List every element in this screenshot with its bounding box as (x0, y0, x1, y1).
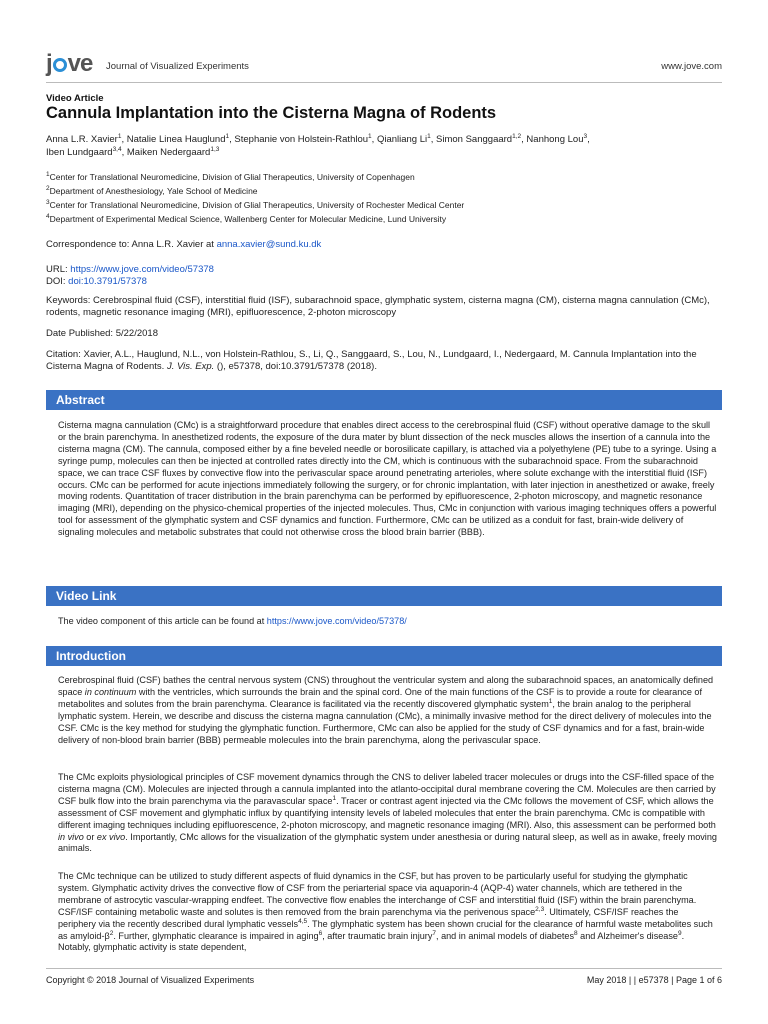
article-type-label: Video Article (46, 93, 104, 104)
site-url[interactable]: www.jove.com (661, 61, 722, 72)
footer-copyright: Copyright © 2018 Journal of Visualized Experiments (46, 975, 255, 985)
section-heading-video-link: Video Link (46, 586, 722, 606)
section-heading-abstract: Abstract (46, 390, 722, 410)
abstract-text: Cisterna magna cannulation (CMc) is a straightforward procedure that enables direct access to the cerebrospinal fluid (CSF) without operative damage to the skull or the brain parenchyma. In anesthetized rodents, the exposure of the dura mater by blunt dissection of the neck muscles allows the insertion of a cannula into the cisterna magna (CM). The cannula, composed either by a fine beveled needle or borosilicate capillary, is attached via a polyethylene (PE) tube to a syringe. Using a syringe pump, molecules can then be injected at controlled rates directly into the CM, which is continuous with the subarachnoid space. From the subarachnoid space, we can trace CSF fluxes by convective flow into the perivascular space around penetrating arterioles, where solute exchange with the interstitial fluid (ISF) occurs. CMc can be performed for acute injections immediately following the surgery, or for chronic implantation, with later injection in anesthetized or awake, freely moving rodents. Quantitation of tracer distribution in the brain parenchyma can be performed by epifluorescence, 2-photon microscopy, and magnetic resonance imaging (MRI), depending on the physico-chemical properties of the injected molecules. Thus, CMc in conjunction with various imaging techniques offers a powerful tool for assessment of the glymphatic system and CSF dynamics and function. Furthermore, CMc can be utilized as a conduit for fast, brain-wide delivery of signaling molecules and metabolic substrates that could not otherwise cross the blood brain barrier (BBB). (58, 420, 717, 538)
intro-paragraph-3: The CMc technique can be utilized to study different aspects of fluid dynamics in the CSF, but has proven to be particularly useful for studying the glymphatic system. Glymphatic activity drives the convective flow of CSF from the periarterial space via aquaporin-4 (AQP-4) water channels, which are tethered in the membrane of astrocytic vascular-wrapping endfeet. The convective flow enables the interchange of CSF and interstitial fluid (ISF) within the brain parenchyma. CSF/ISF containing metabolic waste and solutes is then removed from the brain parenchyma via the perivenous space$^{2,3}$. Ultimately, CSF/ISF reaches the periphery via the recently described dural lymphatic vessels$^{4,5}$. The glymphatic system has been shown crucial for the clearance of harmful waste metabolites such as amyloid-$\beta^2$. Further, glymphatic clearance is impaired in aging$^6$, after traumatic brain injury$^7$, and in animal models of diabetes$^8$ and Alzheimer's disease$^9$. Notably, glymphatic activity is state dependent, (58, 871, 713, 953)
correspondence: Correspondence to: Anna L.R. Xavier at anna.xavier@sund.ku.dk (46, 239, 322, 250)
affiliation: $^2$Department of Anesthesiology, Yale School of Medicine (46, 185, 258, 196)
author: Anna L.R. Xavier (46, 134, 118, 145)
doi-link[interactable]: doi:10.3791/57378 (68, 276, 147, 287)
journal-name: Journal of Visualized Experiments (106, 61, 249, 72)
header (46, 52, 722, 80)
article-title: Cannula Implantation into the Cisterna Magna of Rodents (46, 104, 497, 122)
author-list: Anna L.R. Xavier$^1$, Natalie Linea Hauglund$^1$, Stephanie von Holstein-Rathlou$^1$, Qianliang Li$^1$, Simon Sanggaard$^{1,2}$, Nanhong Lou$^3$, Iben Lundgaard$^{3,4}$, Maiken Nedergaard$^{1,3}$ (46, 133, 590, 158)
author: Iben Lundgaard (46, 147, 113, 158)
section-heading-introduction: Introduction (46, 646, 722, 666)
author: Nanhong Lou (526, 134, 584, 145)
correspondence-email-link[interactable]: anna.xavier@sund.ku.dk (216, 239, 322, 250)
article-url-link[interactable]: https://www.jove.com/video/57378 (70, 264, 214, 275)
affiliation: $^4$Department of Experimental Medical Science, Wallenberg Center for Molecular Medicine, Lund University (46, 213, 447, 224)
doi-line: DOI: doi:10.3791/57378 (46, 276, 147, 287)
affiliation: $^3$Center for Translational Neuromedicine, Division of Glial Therapeutics, University of Rochester Medical Center (46, 199, 465, 210)
author: Qianliang Li (376, 134, 428, 145)
date-published: Date Published: 5/22/2018 (46, 328, 158, 339)
header-divider (46, 82, 722, 83)
intro-paragraph-1: Cerebrospinal fluid (CSF) bathes the central nervous system (CNS) throughout the ventricular system and along the subarachnoid spaces, an anatomically defined space in continuum with the ventricles, which surrounds the brain and the spinal cord. One of the main functions of the CSF is to provide a route for clearance of metabolites and solutes from the brain parenchyma. Clearance is facilitated via the recently discovered glymphatic system$^1$, the brain analog to the peripheral lymphatic system. Herein, we describe and discuss the cisterna magna cannulation (CMc), a minimally invasive method for the direct delivery of molecules into the CSF. CMc is the key method for studying the glymphatic function. Furthermore, CMc can also be applied for the study of CSF dynamics and for a fast, brain-wide delivery of non-blood brain barrier (BBB) permeable molecules into the brain parenchyma, along the perivascular space. (58, 675, 714, 745)
intro-paragraph-2: The CMc exploits physiological principles of CSF movement dynamics through the CNS to deliver labeled tracer molecules or drugs into the CSF-filled space of the cisterna magna (CM). Molecules are injected through a cannula implanted into the atlanto-occipital dural membrane covering the CM. Molecules are then carried by CSF bulk flow into the brain parenchyma via the paravascular space$^1$. Tracer or contrast agent injected via the CMc follows the movement of CSF, which allows the assessment of CSF movement and glymphatic influx by quantifying intensity levels of labeled molecules that enter the brain parenchyma. CMc is compatible with different imaging techniques including epifluorescence, 2-photon microscopy, and magnetic resonance imaging (MRI). Also, this assessment can be performed both in vivo or ex vivo. Importantly, CMc allows for the visualization of the glymphatic system under anesthesia or during natural sleep, as well as in awake, freely moving animals. (58, 772, 717, 854)
logo-o-icon (53, 58, 67, 72)
author: Simon Sanggaard (436, 134, 513, 145)
url-line: URL: https://www.jove.com/video/57378 (46, 264, 214, 275)
page (46, 0, 722, 1024)
citation: Citation: Xavier, A.L., Hauglund, N.L., von Holstein-Rathlou, S., Li, Q., Sanggaard, S., Lou, N., Lundgaard, I., Nedergaard, M. Cannula Implantation into the Cisterna Magna of Rodents. J. Vis. Exp. (), e57378, doi:10.3791/57378 (2018). (46, 349, 697, 372)
author: Maiken Nedergaard (126, 147, 211, 158)
keywords: Keywords: Cerebrospinal fluid (CSF), interstitial fluid (ISF), subarachnoid space, glymphatic system, cisterna magna (CM), cisterna magna cannulation (CMc), rodents, magnetic resonance imaging (MRI), epifluorescence, 2-photon microscopy (46, 295, 710, 318)
author: Stephanie von Holstein-Rathlou (234, 134, 369, 145)
video-link-text: The video component of this article can be found at https://www.jove.com/video/57378/ (58, 616, 407, 626)
footer-divider (46, 968, 722, 969)
footer-page-info: May 2018 | | e57378 | Page 1 of 6 (586, 975, 722, 985)
video-url-link[interactable]: https://www.jove.com/video/57378/ (266, 616, 407, 626)
jove-logo[interactable]: j ve (46, 50, 93, 77)
author: Natalie Linea Hauglund (126, 134, 226, 145)
affiliation: $^1$Center for Translational Neuromedicine, Division of Glial Therapeutics, University of Copenhagen (46, 171, 415, 182)
